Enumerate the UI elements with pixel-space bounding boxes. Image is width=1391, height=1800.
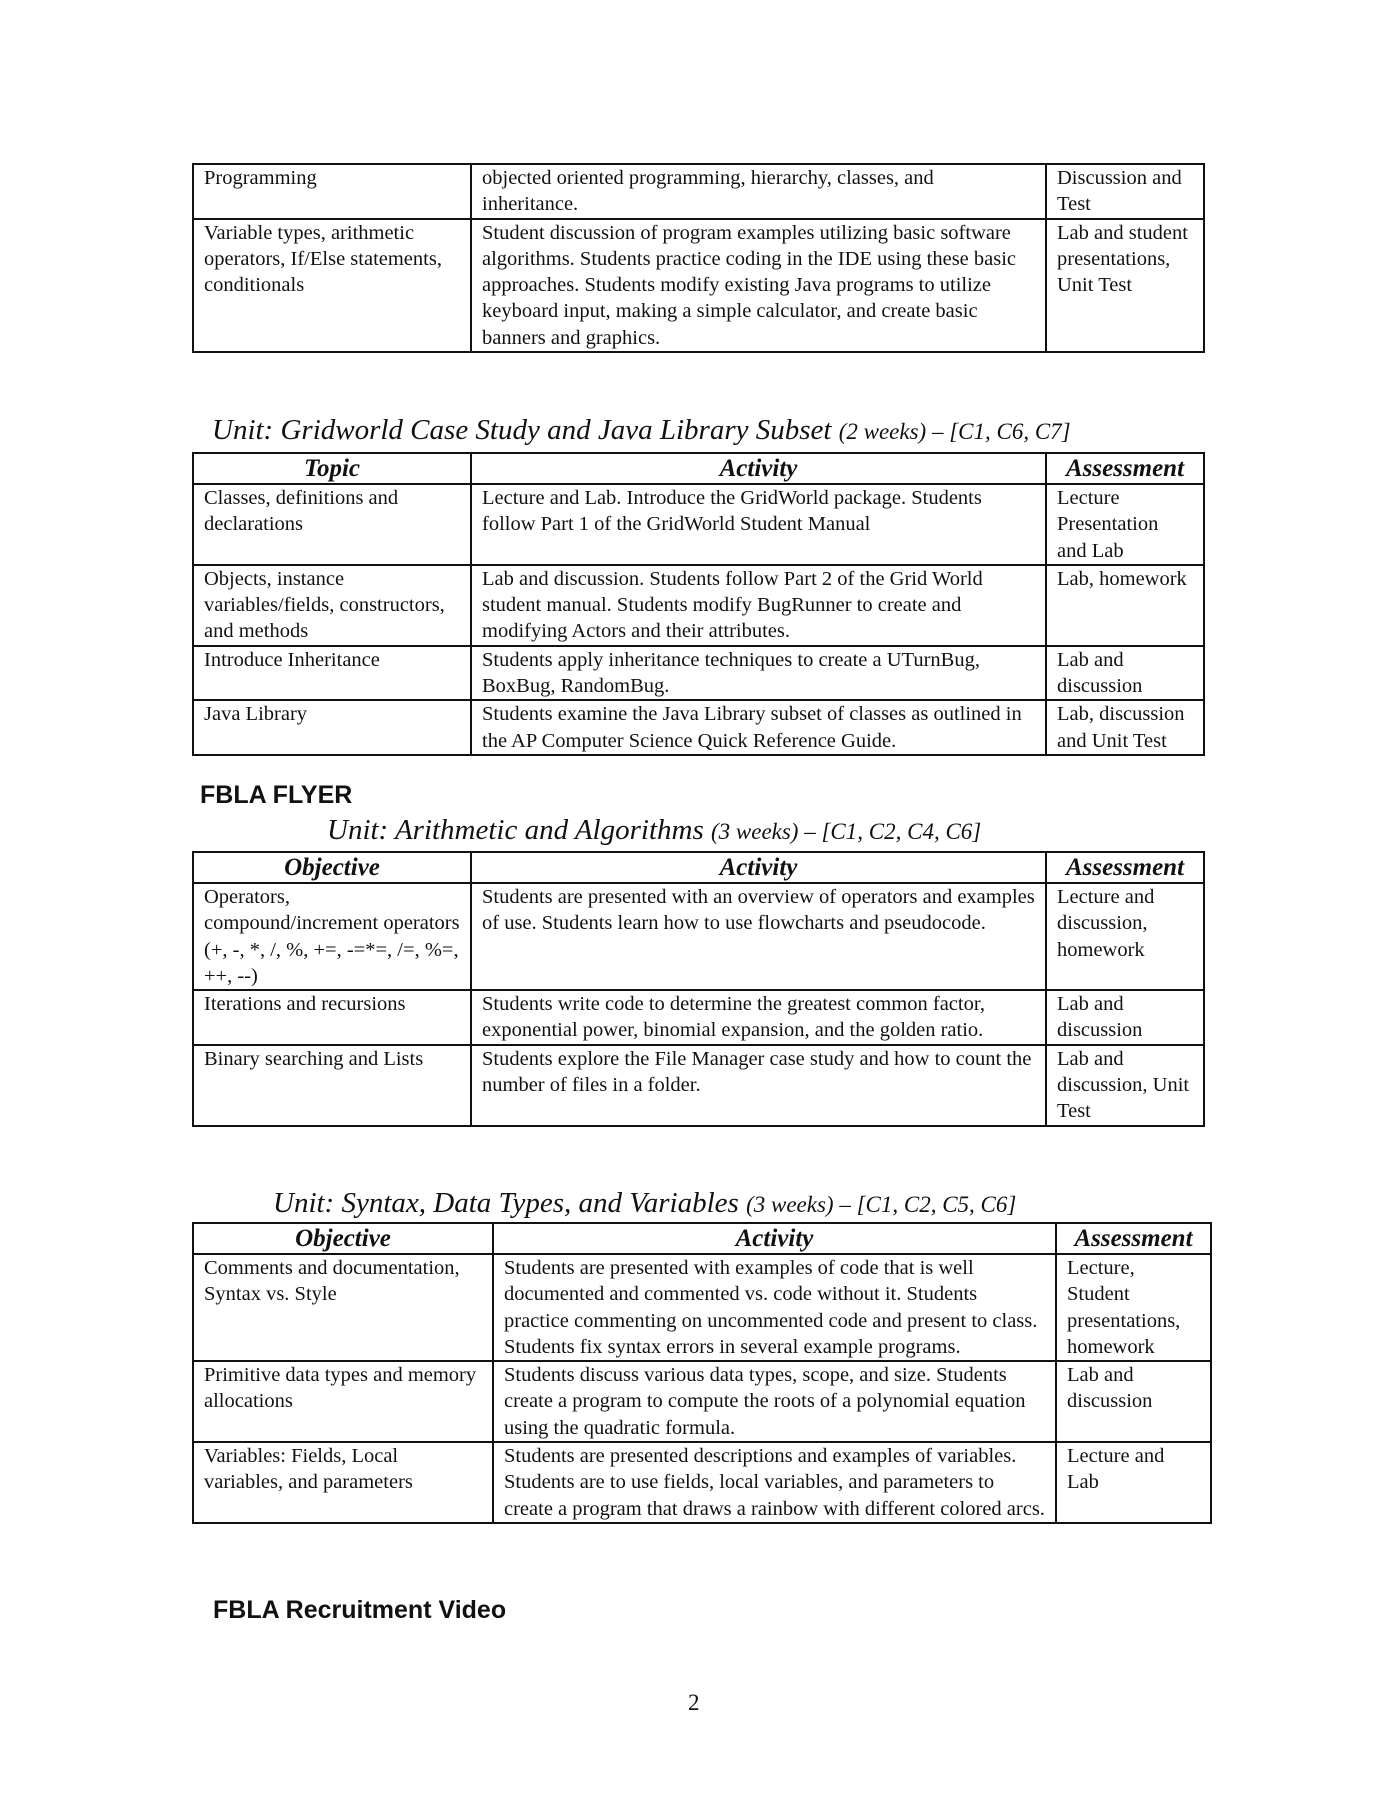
assessment-cell: Lecture and Lab bbox=[1056, 1442, 1211, 1523]
column-header: Assessment bbox=[1046, 453, 1204, 484]
table-row bbox=[193, 990, 1204, 1045]
activity-cell: Students write code to determine the greatest common factor, exponential power, binomial expansion, and the golden ratio. bbox=[471, 990, 1046, 1045]
table-row bbox=[193, 646, 1204, 701]
topic-cell: Introduce Inheritance bbox=[193, 646, 471, 701]
table-arithmetic bbox=[192, 851, 1205, 1127]
table-row bbox=[193, 1442, 1211, 1523]
column-header: Activity bbox=[471, 453, 1046, 484]
assessment-cell: Lecture Presentation and Lab bbox=[1046, 484, 1204, 565]
topic-cell: Objects, instance variables/fields, constructors, and methods bbox=[193, 565, 471, 646]
assessment-cell: Lab and discussion bbox=[1046, 646, 1204, 701]
table-row bbox=[193, 700, 1204, 755]
assessment-cell: Lab, homework bbox=[1046, 565, 1204, 646]
table-gridworld bbox=[192, 452, 1205, 756]
activity-cell: Students are presented with examples of code that is well documented and commented vs. code without it. Students practice commenting on uncommented code and present to class. Students fix syntax errors in several example programs. bbox=[493, 1254, 1056, 1361]
topic-cell: Iterations and recursions bbox=[193, 990, 471, 1045]
assessment-cell: Lab and student presentations, Unit Test bbox=[1046, 219, 1204, 352]
column-header: Activity bbox=[493, 1223, 1056, 1254]
column-header: Topic bbox=[193, 453, 471, 484]
table-syntax bbox=[192, 1222, 1212, 1524]
assessment-cell: Lab and discussion bbox=[1056, 1361, 1211, 1442]
table-programming-continued bbox=[192, 163, 1205, 353]
table-row bbox=[193, 1361, 1211, 1442]
table-row bbox=[193, 164, 1204, 219]
assessment-cell: Lab and discussion bbox=[1046, 990, 1204, 1045]
topic-cell: Variable types, arithmetic operators, If/Else statements, conditionals bbox=[193, 219, 471, 352]
activity-cell: Students are presented descriptions and examples of variables. Students are to use fields, local variables, and parameters to create a program that draws a rainbow with different colored arcs. bbox=[493, 1442, 1056, 1523]
activity-cell: Students discuss various data types, scope, and size. Students create a program to compute the roots of a polynomial equation using the quadratic formula. bbox=[493, 1361, 1056, 1442]
topic-cell: Programming bbox=[193, 164, 471, 219]
assessment-cell: Lecture and discussion, homework bbox=[1046, 883, 1204, 990]
activity-cell: Lab and discussion. Students follow Part 2 of the Grid World student manual. Students modify BugRunner to create and modifying Actors and their attributes. bbox=[471, 565, 1046, 646]
activity-cell: Lecture and Lab. Introduce the GridWorld package. Students follow Part 1 of the GridWorld Student Manual bbox=[471, 484, 1046, 565]
assessment-cell: Lecture, Student presentations, homework bbox=[1056, 1254, 1211, 1361]
activity-cell: Students are presented with an overview of operators and examples of use. Students learn how to use flowcharts and pseudocode. bbox=[471, 883, 1046, 990]
activity-cell: Students examine the Java Library subset of classes as outlined in the AP Computer Science Quick Reference Guide. bbox=[471, 700, 1046, 755]
column-header: Objective bbox=[193, 1223, 493, 1254]
activity-cell: objected oriented programming, hierarchy, classes, and inheritance. bbox=[471, 164, 1046, 219]
activity-cell: Students apply inheritance techniques to create a UTurnBug, BoxBug, RandomBug. bbox=[471, 646, 1046, 701]
topic-cell: Operators, compound/increment operators (+, -, *, /, %, +=, -=*=, /=, %=, ++, --) bbox=[193, 883, 471, 990]
unit-heading-arithmetic: Unit: Arithmetic and Algorithms (3 weeks) – [C1, C2, C4, C6] bbox=[327, 814, 982, 846]
column-header: Activity bbox=[471, 852, 1046, 883]
fbla-recruitment-video-link[interactable]: FBLA Recruitment Video bbox=[213, 1596, 507, 1624]
table-row bbox=[193, 1254, 1211, 1361]
table-row bbox=[193, 219, 1204, 352]
topic-cell: Primitive data types and memory allocations bbox=[193, 1361, 493, 1442]
column-header: Objective bbox=[193, 852, 471, 883]
header-row bbox=[193, 1223, 1211, 1254]
column-header: Assessment bbox=[1056, 1223, 1211, 1254]
topic-cell: Variables: Fields, Local variables, and parameters bbox=[193, 1442, 493, 1523]
table-row bbox=[193, 484, 1204, 565]
topic-cell: Binary searching and Lists bbox=[193, 1045, 471, 1126]
unit-heading-syntax: Unit: Syntax, Data Types, and Variables (3 weeks) – [C1, C2, C5, C6] bbox=[273, 1187, 1017, 1219]
page-number: 2 bbox=[688, 1690, 700, 1715]
table-row bbox=[193, 565, 1204, 646]
assessment-cell: Discussion and Test bbox=[1046, 164, 1204, 219]
activity-cell: Students explore the File Manager case study and how to count the number of files in a folder. bbox=[471, 1045, 1046, 1126]
column-header: Assessment bbox=[1046, 852, 1204, 883]
fbla-flyer-link[interactable]: FBLA FLYER bbox=[200, 781, 353, 809]
table-row bbox=[193, 883, 1204, 990]
assessment-cell: Lab, discussion and Unit Test bbox=[1046, 700, 1204, 755]
assessment-cell: Lab and discussion, Unit Test bbox=[1046, 1045, 1204, 1126]
table-row bbox=[193, 1045, 1204, 1126]
header-row bbox=[193, 852, 1204, 883]
unit-heading-gridworld: Unit: Gridworld Case Study and Java Library Subset (2 weeks) – [C1, C6, C7] bbox=[212, 414, 1071, 446]
topic-cell: Comments and documentation, Syntax vs. Style bbox=[193, 1254, 493, 1361]
topic-cell: Java Library bbox=[193, 700, 471, 755]
header-row bbox=[193, 453, 1204, 484]
topic-cell: Classes, definitions and declarations bbox=[193, 484, 471, 565]
activity-cell: Student discussion of program examples utilizing basic software algorithms. Students practice coding in the IDE using these basic approaches. Students modify existing Java programs to utilize keyboard input, making a simple calculator, and create basic banners and graphics. bbox=[471, 219, 1046, 352]
